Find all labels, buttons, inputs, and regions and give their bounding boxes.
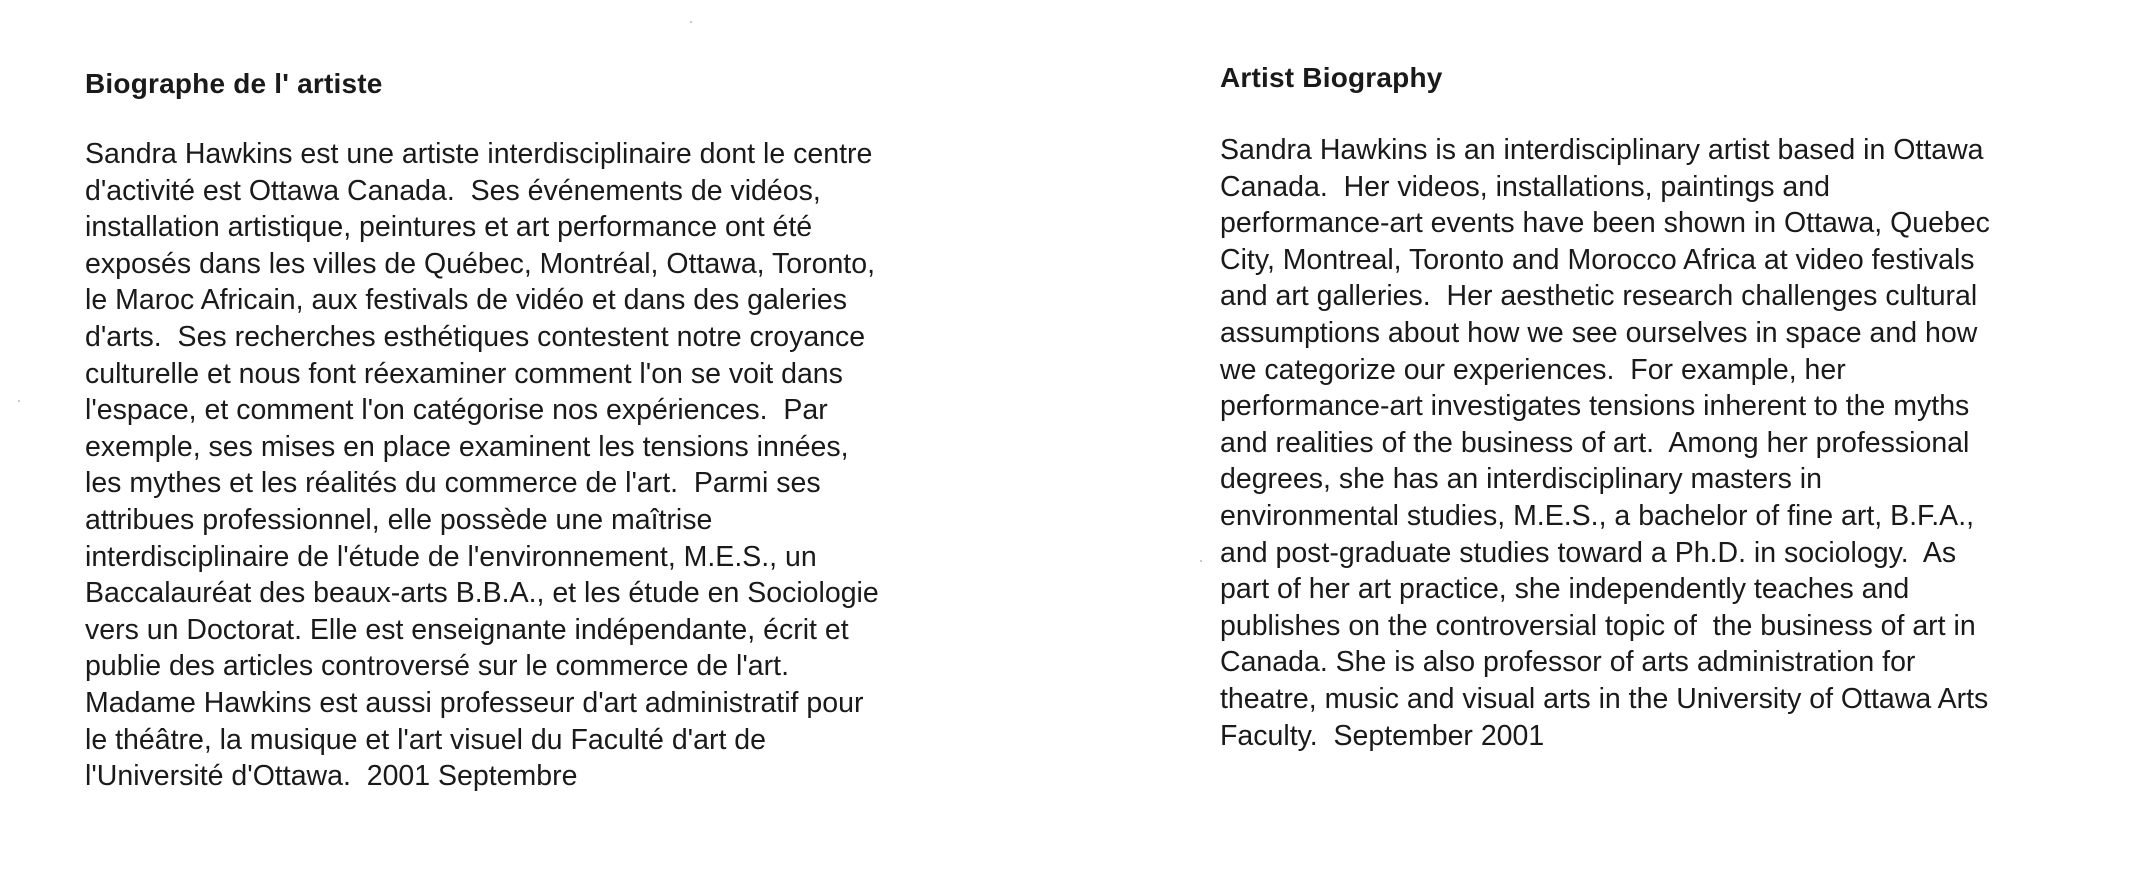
english-text-line: we categorize our experiences. For example, her [1220, 353, 1846, 386]
english-text-line: Sandra Hawkins is an interdisciplinary artist based in Ottawa [1220, 134, 1984, 166]
french-text-line: Madame Hawkins est aussi professeur d'art administratif pour [85, 686, 864, 719]
english-text-line: Canada. Her videos, installations, paintings and [1220, 170, 1830, 203]
french-text-line: d'arts. Ses recherches esthétiques contestent notre croyance [85, 320, 866, 353]
english-biography-heading: Artist Biography [1220, 62, 1443, 93]
french-text-line: vers un Doctorat. Elle est enseignante indépendante, écrit et [85, 613, 849, 646]
english-text-line: environmental studies, M.E.S., a bachelor of fine art, B.F.A., [1220, 499, 1975, 532]
french-text-line: attribues professionnel, elle possède une maîtrise [85, 503, 713, 536]
french-text-line: Baccalauréat des beaux-arts B.B.A., et les étude en Sociologie [85, 577, 879, 610]
french-text-line: interdisciplinaire de l'étude de l'environnement, M.E.S., un [85, 540, 817, 573]
english-text-line: and realities of the business of art. Among her professional [1220, 426, 1970, 459]
french-text-line: le Maroc Africain, aux festivals de vidéo et dans des galeries [85, 284, 847, 317]
english-text-line: Faculty. September 2001 [1220, 719, 1545, 752]
english-text-line: Canada. She is also professor of arts administration for [1220, 646, 1916, 679]
french-text-line: d'activité est Ottawa Canada. Ses événements de vidéos, [85, 174, 821, 207]
french-text-line: Sandra Hawkins est une artiste interdisciplinaire dont le centre [85, 138, 873, 170]
french-text-line: l'Université d'Ottawa. 2001 Septembre [85, 760, 578, 793]
english-text-line: City, Montreal, Toronto and Morocco Africa at video festivals [1220, 243, 1975, 276]
scan-speck [1200, 560, 1202, 562]
french-biography-text [85, 136, 879, 795]
english-text-line: performance-art investigates tensions inherent to the myths [1220, 390, 1970, 423]
french-biography-heading: Biographe de l' artiste [85, 68, 383, 99]
french-text-line: publie des articles controversé sur le commerce de l'art. [85, 650, 789, 683]
french-text-line: le théâtre, la musique et l'art visuel du Faculté d'art de [85, 723, 766, 756]
english-text-line: and post-graduate studies toward a Ph.D. in sociology. As [1220, 536, 1957, 569]
english-text-line: publishes on the controversial topic of the business of art in [1220, 609, 1976, 642]
english-text-line: theatre, music and visual arts in the University of Ottawa Arts [1220, 682, 1989, 715]
english-biography-text [1220, 132, 1990, 754]
french-text-line: les mythes et les réalités du commerce de l'art. Parmi ses [85, 467, 821, 500]
english-text-line: performance-art events have been shown in Ottawa, Quebec [1220, 207, 1990, 240]
french-text-line: culturelle et nous font réexaminer comment l'on se voit dans [85, 357, 843, 390]
scan-speck [690, 21, 692, 23]
french-text-line: installation artistique, peintures et art performance ont été [85, 211, 813, 244]
french-text-line: l'espace, et comment l'on catégorise nos expériences. Par [85, 394, 828, 427]
scan-speck [18, 400, 20, 402]
english-text-line: assumptions about how we see ourselves in space and how [1220, 316, 1978, 349]
french-text-line: exemple, ses mises en place examinent les tensions innées, [85, 430, 849, 463]
french-text-line: exposés dans les villes de Québec, Montréal, Ottawa, Toronto, [85, 247, 875, 280]
english-text-line: degrees, she has an interdisciplinary masters in [1220, 463, 1822, 496]
english-text-line: and art galleries. Her aesthetic research challenges cultural [1220, 280, 1978, 313]
english-text-line: part of her art practice, she independently teaches and [1220, 573, 1910, 606]
